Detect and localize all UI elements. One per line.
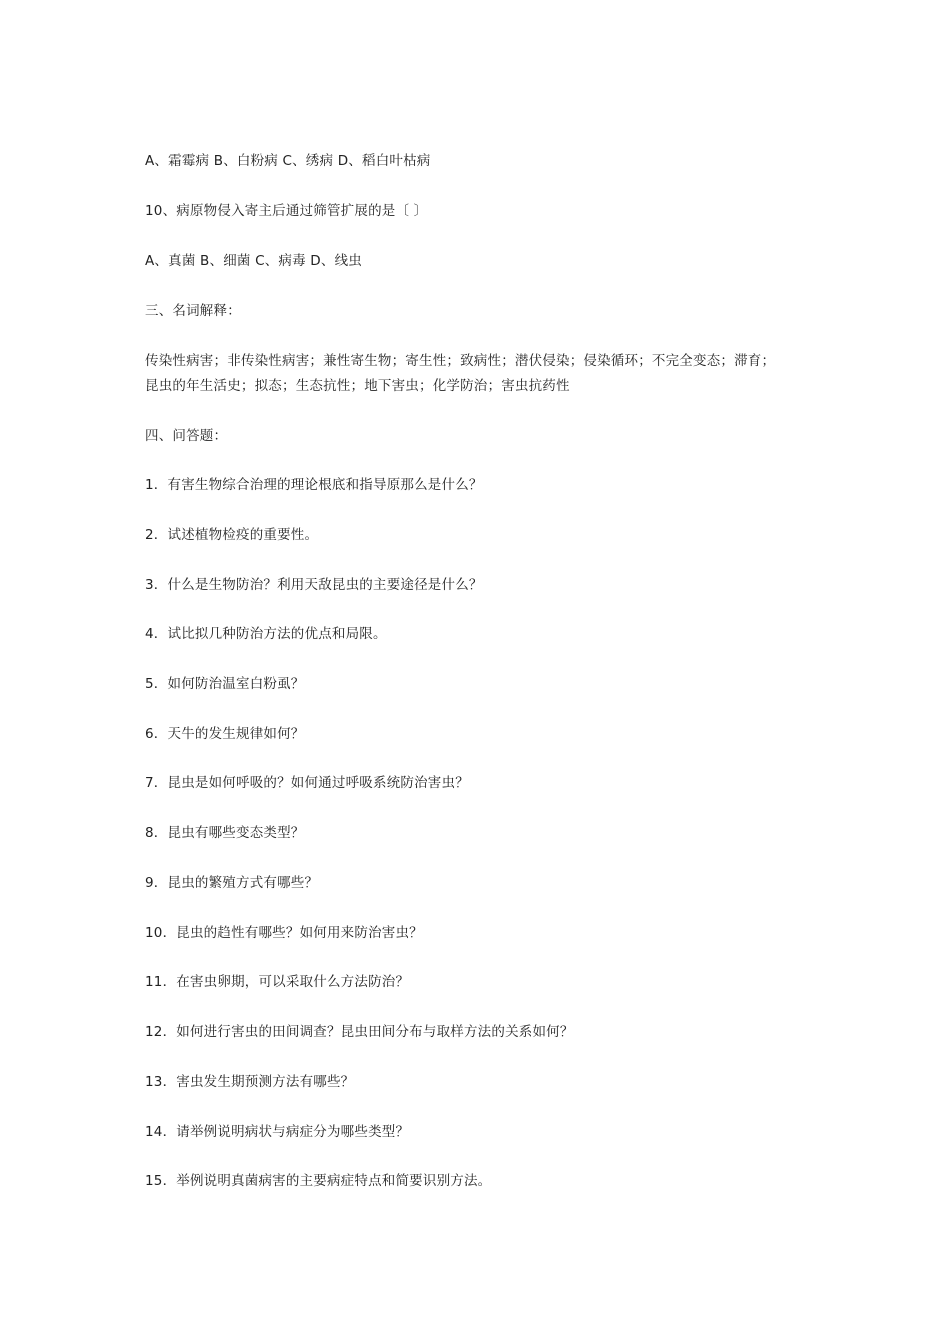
qa-item-1: 1．有害生物综合治理的理论根底和指导原那么是什么？ (145, 477, 483, 493)
terms-line-2: 昆虫的年生活史；拟态；生态抗性；地下害虫；化学防治；害虫抗药性 (145, 378, 570, 394)
qa-item-7: 7．昆虫是如何呼吸的？如何通过呼吸系统防治害虫？ (145, 775, 469, 791)
qa-item-12: 12．如何进行害虫的田间调查？昆虫田间分布与取样方法的关系如何？ (145, 1024, 574, 1040)
option-line-q10: A、真菌 B、细菌 C、病毒 D、线虫 (145, 253, 362, 269)
qa-item-10: 10．昆虫的趋性有哪些？如何用来防治害虫？ (145, 925, 423, 941)
question-10: 10、病原物侵入寄主后通过筛管扩展的是〔 〕 (145, 203, 428, 219)
qa-item-3: 3．什么是生物防治？利用天敌昆虫的主要途径是什么？ (145, 577, 483, 593)
qa-item-11: 11．在害虫卵期，可以采取什么方法防治？ (145, 974, 410, 990)
option-line-q9: A、霜霉病 B、白粉病 C、绣病 D、稻白叶枯病 (145, 153, 431, 169)
qa-item-14: 14．请举例说明病状与病症分为哪些类型？ (145, 1124, 410, 1140)
qa-item-15: 15．举例说明真菌病害的主要病症特点和简要识别方法。 (145, 1173, 492, 1189)
qa-item-5: 5．如何防治温室白粉虱？ (145, 676, 305, 692)
qa-item-4: 4．试比拟几种防治方法的优点和局限。 (145, 626, 387, 642)
qa-item-2: 2．试述植物检疫的重要性。 (145, 527, 319, 543)
qa-item-8: 8．昆虫有哪些变态类型？ (145, 825, 305, 841)
qa-item-9: 9．昆虫的繁殖方式有哪些？ (145, 875, 319, 891)
qa-item-13: 13．害虫发生期预测方法有哪些？ (145, 1074, 355, 1090)
section-heading-qa: 四、问答题： (145, 428, 228, 444)
qa-item-6: 6．天牛的发生规律如何？ (145, 726, 305, 742)
section-heading-terms: 三、名词解释： (145, 303, 241, 319)
terms-line-1: 传染性病害；非传染性病害；兼性寄生物；寄生性；致病性；潜伏侵染；侵染循环；不完全变态；滞育； (145, 353, 776, 369)
